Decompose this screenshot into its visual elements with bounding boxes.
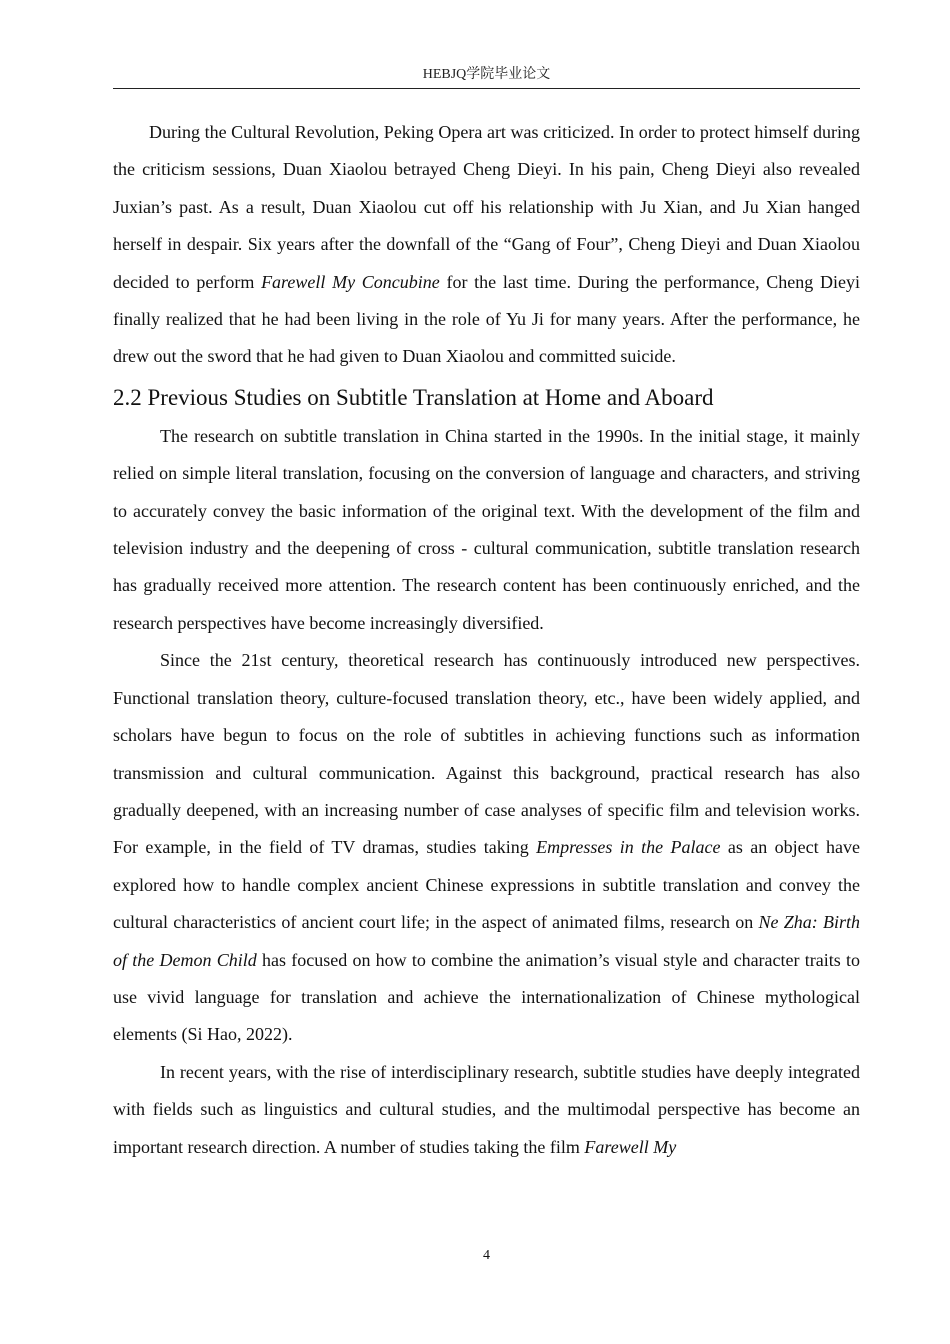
paragraph-recent-years [113, 1054, 860, 1166]
paragraph-cultural-revolution [113, 114, 860, 376]
paragraph-research-history: The research on subtitle translation in China started in the 1990s. In the initial stage, it mainly relied on simple literal translation, focusing on the conversion of language and characters, and striving to accurately convey the basic information of the original text. With the development of the film and television industry and the deepening of cross - cultural communication, subtitle translation research has gradually received more attention. The research content has been continuously enriched, and the research perspectives have become increasingly diversified. [113, 425, 860, 633]
drama-title: Empresses in the Palace [536, 837, 721, 858]
section-heading: 2.2 Previous Studies on Subtitle Translation at Home and Aboard [113, 384, 714, 410]
paragraph-text: Since the 21st century, theoretical research has continuously introduced new perspectives. Functional translation theory, culture-focused translation theory, etc., have been widely applied, and scholars have begun to focus on the role of subtitles in achieving functions such as information transmission and cultural communication. Against this background, practical research has also gradually deepened, with an increasing number of case analyses of specific film and television works. For example, in the field of TV dramas, studies taking [113, 650, 860, 858]
header-rule [113, 88, 860, 89]
paragraph-text: has focused on how to combine the animation’s visual style and character traits to use vivid language for translation and achieve the internationalization of Chinese mythological elements (Si Hao, 2022). [113, 949, 860, 1045]
body-text [113, 114, 860, 1166]
film-title: Farewell My [584, 1136, 677, 1157]
paragraph-text: for the last time. During the performance, Cheng Dieyi finally realized that he had been living in the role of Yu Ji for many years. After the performance, he drew out the sword that he had given to Duan Xiaolou and committed suicide. [113, 271, 860, 367]
paragraph-21st-century [113, 642, 860, 1053]
paragraph-text: During the Cultural Revolution, Peking Opera art was criticized. In order to protect himself during the criticism sessions, Duan Xiaolou betrayed Cheng Dieyi. In his pain, Cheng Dieyi also revealed Juxian’s past. As a result, Duan Xiaolou cut off his relationship with Ju Xian, and Ju Xian hanged herself in despair. Six years after the downfall of the “Gang of Four”, Cheng Dieyi and Duan Xiaolou decided to perform [113, 122, 860, 292]
page-number: 4 [483, 1248, 490, 1263]
film-title: Farewell My Concubine [261, 271, 440, 292]
paragraph-text: as an object have explored how to handle complex ancient Chinese expressions in subtitle translation and convey the cultural characteristics of ancient court life; in the aspect of animated films, research on [113, 837, 860, 933]
paragraph-text: In recent years, with the rise of interdisciplinary research, subtitle studies have deeply integrated with fields such as linguistics and cultural studies, and the multimodal perspective has become an important research direction. A number of studies taking the film [113, 1061, 860, 1157]
running-header: HEBJQ学院毕业论文 [422, 67, 551, 82]
film-title: Ne Zha: Birth of the Demon Child [113, 912, 860, 970]
